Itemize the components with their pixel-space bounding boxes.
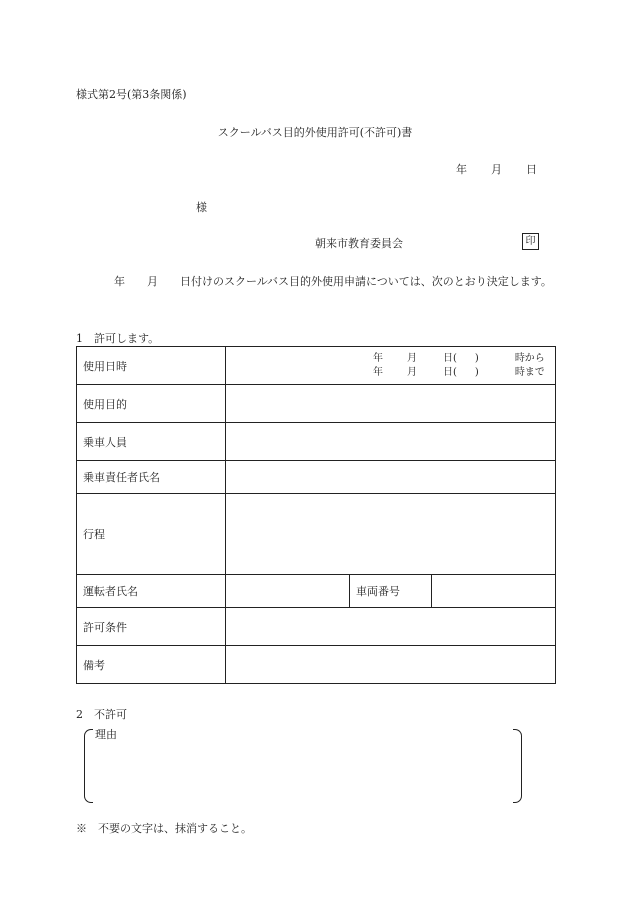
datetime-from-row: 年 月 日( ) 時から [373,352,545,364]
usage-datetime-cell[interactable] [226,347,556,385]
form-number: 様式第2号(第3条関係) [76,88,187,101]
table-row [77,385,556,423]
purpose-field[interactable] [226,385,556,423]
issue-date [456,161,537,177]
table-row [77,608,556,646]
permit-conditions-label: 許可条件 [77,608,226,646]
driver-name-label: 運転者氏名 [77,575,226,608]
table-row [77,494,556,575]
table-row [77,461,556,494]
left-bracket [84,729,93,803]
document-title: スクールバス目的外使用許可(不許可)書 [217,126,413,139]
date-year-label: 年 [456,163,467,176]
datetime-to-row: 年 月 日( ) 時まで [373,366,545,378]
itinerary-label: 行程 [77,494,226,575]
right-bracket [513,729,522,803]
usage-datetime-label: 使用日時 [77,347,226,385]
vehicle-number-label: 車両番号 [350,575,432,608]
vehicle-number-field[interactable] [432,575,556,608]
passengers-field[interactable] [226,423,556,461]
section-deny-heading: 2 不許可 [76,708,127,721]
responsible-person-label: 乗車責任者氏名 [77,461,226,494]
itinerary-field[interactable] [226,494,556,575]
remarks-label: 備考 [77,646,226,684]
purpose-label: 使用目的 [77,385,226,423]
date-day-label: 日 [526,163,537,176]
reason-field[interactable] [84,729,522,801]
responsible-person-field[interactable] [226,461,556,494]
footnote: ※ 不要の文字は、抹消すること。 [76,822,252,835]
date-month-label: 月 [491,163,502,176]
table-row [77,646,556,684]
addressee-suffix: 様 [196,201,207,214]
reason-label: 理由 [95,728,117,741]
section-permit-heading: 1 許可します。 [76,332,160,345]
table-row [77,423,556,461]
permit-table [76,346,556,684]
issuer-name: 朝来市教育委員会 [315,237,403,250]
table-row [77,575,556,608]
seal-mark: 印 [522,233,539,250]
permit-conditions-field[interactable] [226,608,556,646]
remarks-field[interactable] [226,646,556,684]
decision-statement: 年 月 日付けのスクールバス目的外使用申請については、次のとおり決定します。 [114,275,552,288]
passengers-label: 乗車人員 [77,423,226,461]
table-row [77,347,556,385]
driver-name-field[interactable] [226,575,350,608]
